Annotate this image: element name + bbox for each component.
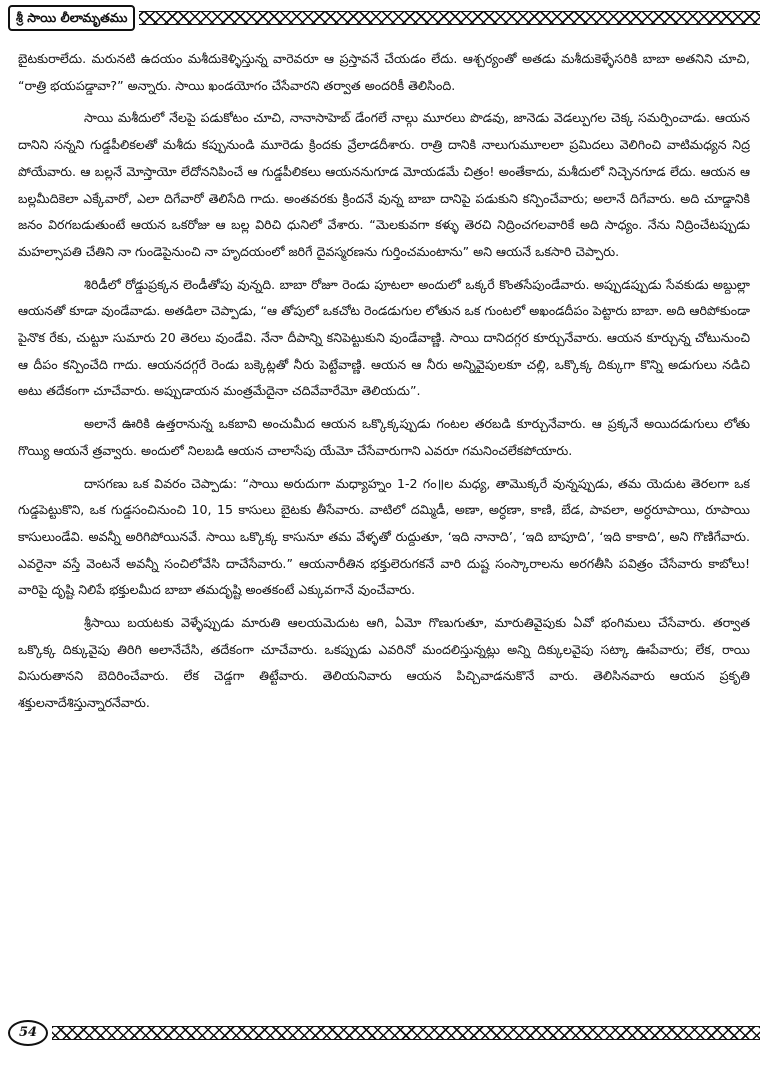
paragraph-5: దాసగణు ఒక వివరం చెప్పాడు: “సాయి అరుదుగా మధ్యాహ్నం 1-2 గం॥ల మధ్య, తామొక్కరే వున్నప్పుడు, తమ యెదుట తెరలగా ఒక గుడ్డపెట్టుకొని, ఒక గుడ్డసంచినుంచి 10, 15 కాసులు బైటకు తీసేవారు. వాటిలో దమ్మిడీ, అణా, అర్ధణా, కాణి, బేడ, పావలా, అర్ధరూపాయి, రూపాయి కాసులుండేవి. అవన్నీ అరిగిపోయినవే. సాయి ఒక్కొక్క కాసునూ తమ వేళ్ళతో రుద్దుతూ, ‘ఇది నానాది’, ‘ఇది బాపూది’, ‘ఇది కాకాది’, అని గొణిగేవారు. ఎవరైనా వస్తే వెంటనే అవన్నీ సంచిలోవేసి దాచేసేవారు.” ఆయనారీతిన భక్తులెరుగకనే వారి దుష్ట సంస్కారాలను అరగతీసి పవిత్రం చేసేవారు కాబోలు! వారిపై దృష్టి నిలిపే భక్తులమీద బాబా తమదృష్టి అంతకంటే ఎక్కువగానే వుంచేవారు. bbox=[18, 475, 750, 598]
paragraph-4: అలానే ఊరికి ఉత్తరానున్న ఒకబావి అంచుమీద ఆయన ఒక్కొక్కప్పుడు గంటల తరబడి కూర్చునేవారు. ఆ ప్రక్కనే అయిదడుగులు లోతు గొయ్యి ఆయనే త్రవ్వారు. అందులో నిలబడి ఆయన చాలాసేపు యేమో చేసేవారుగాని ఎవరూ గమనించలేకపోయారు. bbox=[18, 416, 750, 458]
paragraph-2: సాయి మశీదులో నేలపై పడుకోటం చూచి, నానాసాహెబ్ డేంగలే నాల్గు మూరలు పొడవు, జానెడు వెడల్పుగల చెక్క సమర్పించాడు. ఆయన దానిని సన్నని గుడ్డపీలికలతో మశీదు కప్పునుండి మూరెడు క్రిందకు వ్రేలాడదీశారు. రాత్రి దానికి నాలుగుమూలలా ప్రమిదలు వెలిగించి వాటిమధ్యన నిద్ర పోయేవారు. ఆ బల్లనే మోస్తాయో లేదోననిపించే ఆ గుడ్డపీలికలు ఆయననుగూడ మోయడమే చిత్రం! అంతేకాదు, మశీదులో నిచ్చెనగూడ లేదు. ఆయన ఆ బల్లమీదికెలా ఎక్కేవారో, ఎలా దిగేవారో తెలిసేది గాదు. అంతవరకు క్రిందనే వున్న బాబా దానిపై పడుకుని కన్పించేవారు; అలానే దిగేవారు. అది చూడ్డానికి జనం విరగబడుతుంటే ఆయన ఒకరోజు ఆ బల్ల విరిచి ధునిలో వేశారు. “మెలకువగా కళ్ళు తెరచి నిద్రించగలవారికే అది సాధ్యం. నేను నిద్రించేటప్పుడు మహల్సాపతి చేతిని నా గుండెపైనుంచి నా హృదయంలో జరిగే దైవస్మరణను గుర్తించమంటాను” అని ఆయనే ఒకసారి చెప్పారు. bbox=[18, 110, 750, 259]
page-header bbox=[8, 5, 760, 31]
paragraph-6: శ్రీసాయి బయటకు వెళ్ళేప్పుడు మారుతి ఆలయమెదుట ఆగి, ఏమో గొణుగుతూ, మారుతివైపుకు ఏవో భంగిమలు చేసేవారు. తర్వాత ఒక్కొక్క దిక్కువైపు తిరిగి అలానేచేసి, తదేకంగా చూచేవారు. ఒకప్పుడు ఎవరినో మందలిస్తున్నట్లు అన్ని దిక్కులవైపు సట్కా ఊపేవారు; లేక, రాయి విసురుతానని బెదిరించేవారు. లేక చెడ్డగా తిట్టేవారు. తెలియనివారు ఆయన పిచ్చివాడనుకొనే వారు. తెలిసినవారు ఆయన ప్రకృతి శక్తులనాదేశిస్తున్నారనేవారు. bbox=[18, 615, 750, 711]
page-body bbox=[18, 46, 750, 1011]
paragraph-1: బైటకురాలేదు. మరునటి ఉదయం మశీదుకెళ్ళిస్తున్న వారెవరూ ఆ ప్రస్తావనే చేయడం లేదు. ఆశ్చర్యంతో అతడు మశీదుకెళ్ళేసరికి బాబా అతనిని చూచి, “రాత్రి భయపడ్డావా?” అన్నారు. సాయి ఖండయోగం చేసేవారని తర్వాత అందరికీ తెలిసింది. bbox=[18, 51, 750, 93]
page-footer bbox=[8, 1018, 760, 1048]
paragraph-3: శిరిడీలో రోడ్డుప్రక్కన లెండీతోపు వున్నది. బాబా రోజూ రెండు పూటలా అందులో ఒక్కరే కొంతసేపుండేవారు. అప్పుడప్పుడు సేవకుడు అబ్దుల్లా ఆయనతో కూడా వుండేవాడు. అతడిలా చెప్పాడు, “ఆ తోపులో ఒకచోట రెండడుగుల లోతున ఒక గుంటలో అఖండదీపం పెట్టారు బాబా. అది ఆరిపోకుండా పైనొక రేకు, చుట్టూ సుమారు 20 తెరలు వుండేవి. నేనా దీపాన్ని కనిపెట్టుకుని వుండేవాణ్ణి. సాయి దానిదగ్గర కూర్చునేవారు. ఆయన కూర్చున్న చోటునుంచి ఆ దీపం కన్పించేది గాదు. ఆయనదగ్గరే రెండు బక్కెట్లతో నీరు పెట్టేవాణ్ణి. ఆయన ఆ నీరు అన్నివైపులకూ చల్లి, ఒక్కొక్క దిక్కుగా కొన్ని అడుగులు నడిచి అటు తదేకంగా చూచేవారు. అప్పుడాయన మంత్రమేదైనా చదివేవారేమో తెలియదు”. bbox=[18, 276, 750, 399]
book-title: శ్రీ సాయి లీలామృతము bbox=[8, 5, 135, 31]
footer-ornamental-border bbox=[52, 1026, 760, 1040]
header-ornamental-border bbox=[139, 11, 760, 25]
page-number: 54 bbox=[8, 1020, 48, 1046]
